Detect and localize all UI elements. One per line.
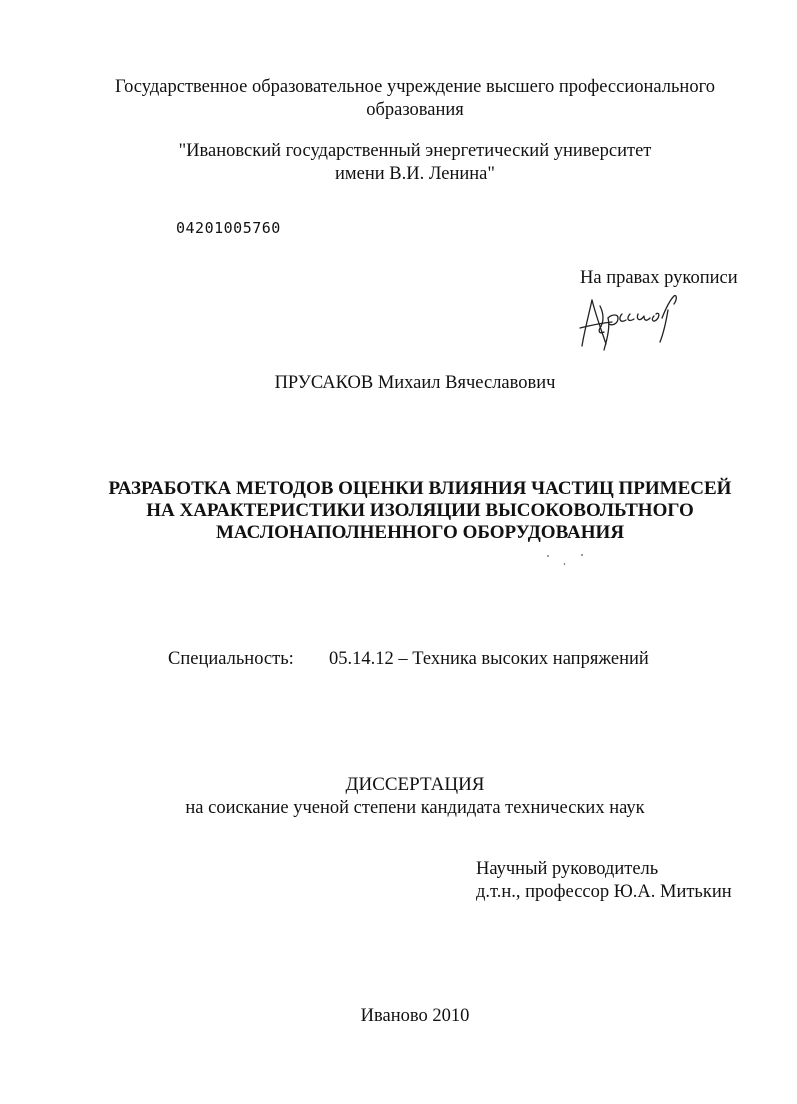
title-line-3: МАСЛОНАПОЛНЕННОГО ОБОРУДОВАНИЯ <box>215 522 625 543</box>
rights-note: На правах рукописи <box>580 268 738 288</box>
scan-speck-marks <box>540 553 590 567</box>
title-line-2: НА ХАРАКТЕРИСТИКИ ИЗОЛЯЦИИ ВЫСОКОВОЛЬТНОГО <box>146 500 694 521</box>
supervisor-name: д.т.н., профессор Ю.А. Митькин <box>476 882 732 902</box>
university-line-2: имени В.И. Ленина" <box>335 164 495 184</box>
university-name <box>70 140 760 186</box>
author-name: ПРУСАКОВ Михаил Вячеславович <box>274 373 556 393</box>
degree-statement: на соискание ученой степени кандидата технических наук <box>185 798 645 818</box>
specialty-label: Специальность: <box>168 649 294 669</box>
university-line-1: "Ивановский государственный энергетический университет <box>178 141 652 161</box>
title-line-1: РАЗРАБОТКА МЕТОДОВ ОЦЕНКИ ВЛИЯНИЯ ЧАСТИЦ ПРИМЕСЕЙ <box>108 478 732 499</box>
registration-code: 04201005760 <box>176 219 281 237</box>
institution-line-2: образования <box>366 100 464 120</box>
signature-icon <box>578 288 690 358</box>
supervisor-role: Научный руководитель <box>476 859 659 879</box>
city-year: Иваново 2010 <box>360 1006 470 1026</box>
institution-name <box>70 76 760 122</box>
institution-line-1: Государственное образовательное учреждение высшего профессионального <box>115 77 715 97</box>
specialty-value: 05.14.12 – Техника высоких напряжений <box>329 649 649 669</box>
dissertation-title <box>60 478 780 544</box>
dissertation-type: ДИССЕРТАЦИЯ <box>345 774 485 795</box>
